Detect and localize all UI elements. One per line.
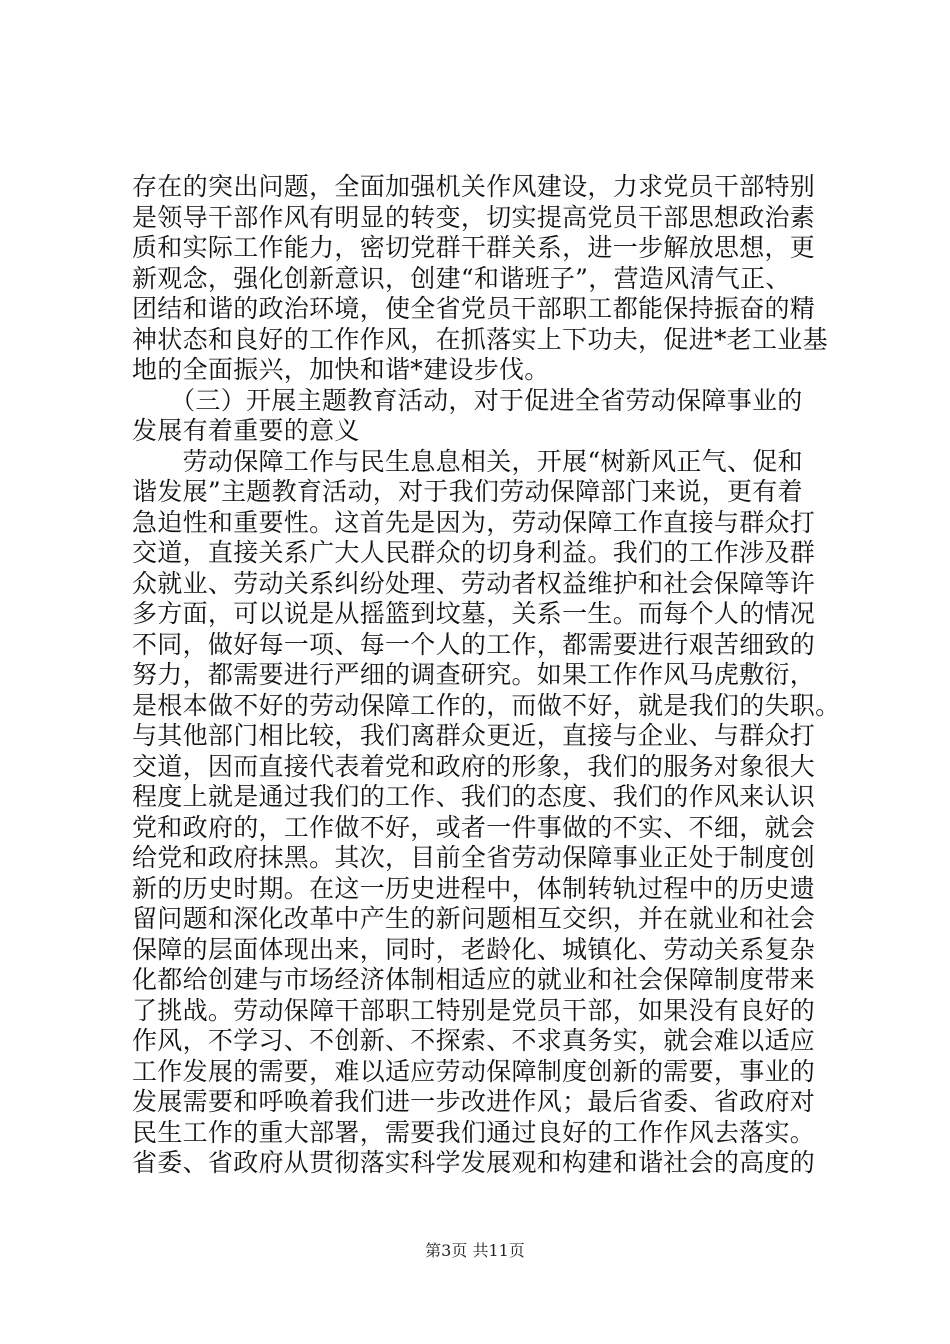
text-line: 急迫性和重要性。这首先是因为，劳动保障工作直接与群众打	[132, 507, 816, 537]
text-line: 新观念，强化创新意识，创建“和谐班子”，营造风清气正、	[132, 263, 791, 293]
text-line: 存在的突出问题，全面加强机关作风建设，力求党员干部特别	[132, 172, 816, 201]
text-line: 作风，不学习、不创新、不探索、不求真务实，就会难以适应	[132, 1026, 816, 1055]
body-text	[132, 172, 841, 1179]
text-line: 发展需要和呼唤着我们进一步改进作风；最后省委、省政府对	[132, 1087, 816, 1116]
text-line: 民生工作的重大部署，需要我们通过良好的工作作风去落实。	[132, 1117, 816, 1147]
text-line: 团结和谐的政治环境，使全省党员干部职工都能保持振奋的精	[132, 294, 816, 323]
text-line: 留问题和深化改革中产生的新问题相互交织，并在就业和社会	[132, 904, 816, 933]
text-line: 是根本做不好的劳动保障工作的，而做不好，就是我们的失职。	[132, 690, 841, 720]
page-number-footer: 第3页 共11页	[425, 1241, 525, 1260]
text-line: 不同，做好每一项、每一个人的工作，都需要进行艰苦细致的	[132, 629, 816, 659]
text-line: 了挑战。劳动保障干部职工特别是党员干部，如果没有良好的	[132, 995, 816, 1025]
text-line: 新的历史时期。在这一历史进程中，体制转轨过程中的历史遗	[132, 873, 816, 903]
text-line: 给党和政府抹黑。其次，目前全省劳动保障事业正处于制度创	[132, 843, 816, 872]
text-line: 工作发展的需要，难以适应劳动保障制度创新的需要，事业的	[132, 1056, 816, 1086]
text-line: 多方面，可以说是从摇篮到坟墓，关系一生。而每个人的情况	[132, 599, 816, 628]
text-line: 化都给创建与市场经济体制相适应的就业和社会保障制度带来	[132, 965, 816, 994]
text-line: 程度上就是通过我们的工作、我们的态度、我们的作风来认识	[132, 782, 816, 811]
text-line: 保障的层面体现出来，同时，老龄化、城镇化、劳动关系复杂	[132, 934, 816, 964]
text-line: 交道，直接关系广大人民群众的切身利益。我们的工作涉及群	[132, 538, 816, 567]
text-line: 质和实际工作能力，密切党群干群关系，进一步解放思想，更	[132, 233, 816, 262]
text-line: 是领导干部作风有明显的转变，切实提高党员干部思想政治素	[132, 202, 816, 232]
section-heading-line: （三）开展主题教育活动，对于促进全省劳动保障事业的	[132, 385, 803, 415]
text-line: 劳动保障工作与民生息息相关，开展“树新风正气、促和	[132, 446, 803, 476]
section-heading-line: 发展有着重要的意义	[132, 416, 360, 445]
text-line: 交道，因而直接代表着党和政府的形象，我们的服务对象很大	[132, 751, 816, 781]
text-line: 谐发展”主题教育活动，对于我们劳动保障部门来说，更有着	[132, 477, 803, 506]
text-line: 党和政府的，工作做不好，或者一件事做的不实、不细，就会	[132, 812, 816, 842]
text-line: 与其他部门相比较，我们离群众更近，直接与企业、与群众打	[132, 721, 816, 750]
text-line: 省委、省政府从贯彻落实科学发展观和构建和谐社会的高度的	[132, 1148, 816, 1177]
text-line: 众就业、劳动关系纠纷处理、劳动者权益维护和社会保障等许	[132, 568, 816, 598]
text-line: 神状态和良好的工作作风，在抓落实上下功夫，促进*老工业基	[132, 324, 828, 354]
text-line: 地的全面振兴，加快和谐*建设步伐。	[132, 355, 550, 384]
text-line: 努力，都需要进行严细的调查研究。如果工作作风马虎敷衍，	[132, 660, 816, 689]
